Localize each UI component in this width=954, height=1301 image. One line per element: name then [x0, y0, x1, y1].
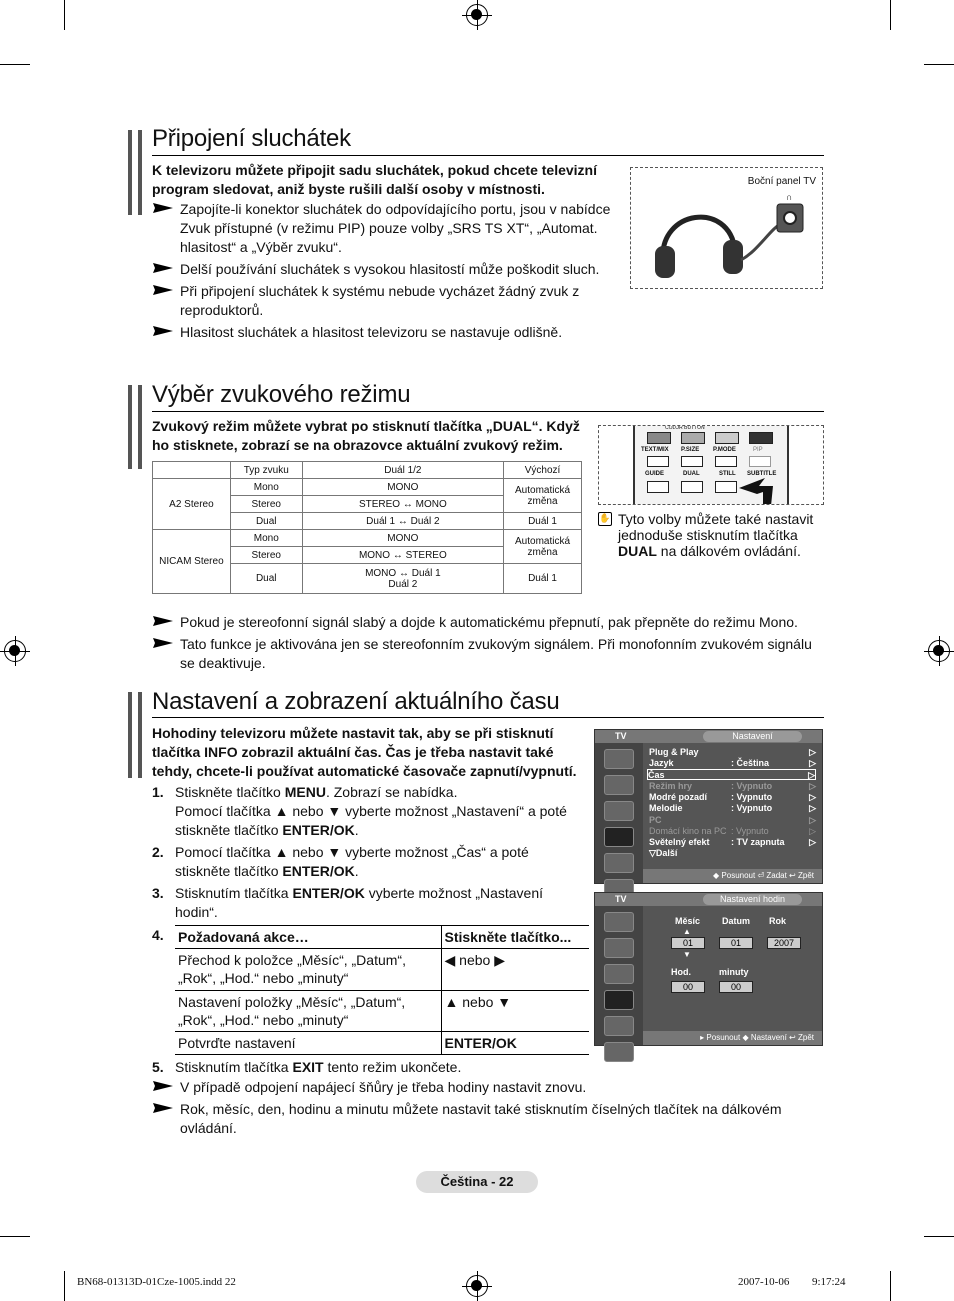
still-button[interactable]: [715, 481, 737, 493]
remote-key-label: SUBTITLE: [747, 471, 777, 477]
color-button[interactable]: [681, 432, 705, 444]
crop-mark: [890, 0, 891, 30]
date-label: Datum: [722, 916, 751, 926]
sound-menu-icon[interactable]: [604, 938, 634, 958]
table-header: Typ zvuku: [230, 462, 302, 479]
step-key: ENTER/OK: [292, 885, 365, 901]
osd-tab: TV: [595, 730, 643, 743]
osd-footer: ◆ Posunout ⏎ Zadat ↩ Zpět: [643, 869, 822, 883]
step-number: 2.: [152, 844, 164, 860]
arrow-right-icon: ▷: [809, 826, 816, 836]
headphones-icon: [649, 190, 819, 282]
remote-key-label: P.SIZE: [681, 447, 700, 453]
psize-button[interactable]: [681, 456, 703, 467]
osd-item-value: : Čeština: [731, 758, 770, 768]
osd-item-label: Melodie: [649, 803, 683, 813]
pointer-arrow-icon: [735, 474, 775, 505]
table-cell: MONO ↔ STEREO: [302, 547, 503, 564]
registration-mark-icon: [928, 640, 950, 662]
dual-button[interactable]: [681, 481, 703, 493]
table-cell: Duál 1: [504, 513, 582, 530]
section-rule: [152, 411, 824, 412]
footer-filename: BN68-01313D-01Cze-1005.indd 22: [77, 1276, 236, 1288]
osd-title: Nastavení: [703, 731, 802, 742]
picture-menu-icon[interactable]: [604, 912, 634, 932]
pip-button[interactable]: [749, 456, 771, 467]
osd-clock-set: [594, 892, 823, 1046]
setup-menu-icon[interactable]: [604, 990, 634, 1010]
table-header: Duál 1/2: [302, 462, 503, 479]
table-cell-line: Duál 2: [388, 578, 418, 590]
crop-mark: [0, 1236, 30, 1237]
sound-mode-table: [152, 461, 582, 594]
osd-item-label: Světelný efekt: [649, 837, 710, 847]
step-number: 4.: [152, 927, 164, 943]
section-rule: [152, 717, 824, 718]
note-arrow-icon: [153, 638, 173, 648]
action-table: [175, 925, 589, 1055]
section-bar: [128, 385, 142, 469]
table-header: Výchozí: [504, 462, 582, 479]
osd-sidebar: [595, 730, 643, 883]
osd-item-light-effect[interactable]: [649, 837, 816, 848]
step-text: [175, 783, 585, 840]
osd-item-melody[interactable]: [649, 803, 816, 814]
crop-mark: [64, 0, 65, 30]
month-label: Měsíc: [675, 916, 701, 926]
osd-sidebar: [595, 893, 643, 1045]
remote-figure: [598, 425, 824, 505]
step-text-part: Pomocí tlačítka ▲ nebo ▼ vyberte možnost „Čas“ a poté stiskněte tlačítko: [175, 844, 529, 879]
setup-menu-icon[interactable]: [604, 827, 634, 847]
table-cell: MONO: [302, 479, 503, 496]
headphones-intro: K televizoru můžete připojit sadu sluchátek, pokud chcete televizní program sledovat, aniž byste rušili další osoby v místnosti.: [152, 162, 597, 197]
table-cell: Automatická změna: [504, 479, 582, 513]
table-cell: [302, 564, 503, 594]
input-menu-icon[interactable]: [604, 1016, 634, 1036]
osd-tab: TV: [595, 893, 643, 906]
osd-item-pc[interactable]: [649, 815, 816, 826]
table-cell: Duál 1: [504, 564, 582, 594]
table-cell: STEREO ↔ MONO: [302, 496, 503, 513]
osd-item-value: : Vypnuto: [731, 792, 773, 802]
section-rule: [152, 155, 824, 156]
color-button[interactable]: [715, 432, 739, 444]
table-header: Požadovaná akce…: [175, 926, 441, 949]
text-mix-button[interactable]: [647, 456, 669, 467]
osd-item-plug-play[interactable]: [649, 747, 816, 758]
table-cell: Přechod k položce „Měsíc“, „Datum“, „Rok“, „Hod.“ nebo „minuty“: [175, 949, 441, 991]
osd-item-value: : Vypnuto: [731, 781, 773, 791]
date-field[interactable]: 01: [719, 937, 753, 949]
step-key: MENU: [284, 784, 326, 800]
sound-mode-note-1: Pokud je stereofonní signál slabý a dojde k automatickému přepnutí, pak přepněte do režimu Mono.: [180, 614, 798, 630]
note-arrow-icon: [153, 285, 173, 295]
note-arrow-icon: [153, 1081, 173, 1091]
footer-timestamp: 2007-10-06 ￿￿ 9:17:24: [738, 1276, 846, 1288]
osd-item-label: Čas: [648, 770, 665, 780]
tip-text-end: na dálkovém ovládání.: [660, 543, 801, 559]
arrow-right-icon: ▷: [808, 770, 815, 780]
year-label: Rok: [769, 916, 787, 926]
headphones-note-4: Hlasitost sluchátek a hlasitost televizoru se nastavuje odlišně.: [180, 324, 563, 340]
osd-item-label: Jazyk: [649, 758, 674, 768]
osd-item-label: ▽Další: [649, 848, 678, 858]
table-cell: ENTER/OK: [441, 1032, 589, 1055]
minute-field[interactable]: 00: [719, 981, 753, 993]
figure-label: Boční panel TV: [747, 176, 816, 187]
sound-mode-note-2: Tato funkce je aktivována jen se stereofonním zvukovým signálem. Při monofonním zvukovém signálu se deaktivuje.: [180, 636, 812, 671]
hand-icon: ✋: [598, 512, 612, 526]
table-cell: Nastavení položky „Měsíc“, „Datum“, „Rok“, „Hod.“ nebo „minuty“: [175, 991, 441, 1032]
osd-item-label: PC: [649, 815, 662, 825]
channel-menu-icon[interactable]: [604, 801, 634, 821]
arrow-up-icon[interactable]: ▲: [683, 927, 691, 936]
section-title-headphones: Připojení sluchátek: [152, 125, 351, 152]
svg-text:∩: ∩: [786, 192, 793, 202]
clock-note-1: V případě odpojení napájecí šňůry je třeba hodiny nastavit znovu.: [180, 1079, 587, 1095]
headphones-note-3: Při připojení sluchátek k systému nebude vycházet žádný zvuk z reproduktorů.: [180, 283, 580, 318]
table-cell: Stereo: [230, 496, 302, 513]
note-arrow-icon: [153, 263, 173, 273]
table-cell: Dual: [230, 513, 302, 530]
table-cell: Mono: [230, 479, 302, 496]
section-bar: [128, 130, 142, 215]
osd-item-value: : Vypnuto: [731, 826, 769, 836]
step-key: EXIT: [292, 1059, 324, 1075]
step-text-part: .: [354, 822, 359, 838]
step-number: 1.: [152, 784, 164, 800]
arrow-down-icon[interactable]: ▼: [683, 950, 691, 959]
table-cell: Stereo: [230, 547, 302, 564]
crop-mark: [924, 1236, 954, 1237]
section-title-clock: Nastavení a zobrazení aktuálního času: [152, 688, 560, 715]
color-button[interactable]: [749, 432, 773, 444]
note-arrow-icon: [153, 616, 173, 626]
sound-mode-tip: [618, 511, 826, 559]
step-text-part: Pomocí tlačítka ▲ nebo ▼ vyberte možnost „Nastavení“ a poté stiskněte tlačítko: [175, 803, 567, 838]
table-cell: NICAM Stereo: [153, 530, 231, 594]
osd-item-value: : TV zapnuta: [731, 837, 785, 847]
remote-body: [633, 426, 789, 505]
sound-mode-intro: Zvukový režim můžete vybrat po stisknutí tlačítka „DUAL“. Když ho stisknete, zobrazí se na obrazovce aktuální zvukový režim.: [152, 418, 580, 453]
remote-label: COLOR BUTTON: [665, 425, 705, 431]
arrow-right-icon: ▷: [809, 747, 816, 757]
note-arrow-icon: [153, 326, 173, 336]
registration-mark-icon: [466, 4, 488, 26]
step-text-part: vyberte možnost „Nastavení hodin“.: [175, 885, 544, 920]
step-number: 3.: [152, 885, 164, 901]
step-number: 5.: [152, 1059, 164, 1075]
osd-item-time[interactable]: [647, 769, 816, 780]
table-cell: ▲ nebo ▼: [441, 991, 589, 1032]
osd-item-blue-screen[interactable]: [649, 792, 816, 803]
table-cell: A2 Stereo: [153, 479, 231, 530]
table-cell: ◀ nebo ▶: [441, 949, 589, 991]
headphones-note-1: Zapojíte-li konektor sluchátek do odpovídajícího portu, jsou v nabídce Zvuk přístupné (v režimu PIP) pouze volby „SRS TS XT“, „Automat. hlasitost“ a „Výběr zvuku“.: [180, 201, 611, 255]
step-text-part: . Zobrazí se nabídka.: [325, 784, 458, 800]
registration-mark-icon: [4, 640, 26, 662]
step-text: [175, 843, 585, 881]
color-button[interactable]: [647, 432, 671, 444]
osd-title: Nastavení hodin: [703, 894, 802, 905]
table-cell-line: MONO ↔ Duál 1: [365, 567, 441, 579]
table-cell: Mono: [230, 530, 302, 547]
section-title-sound-mode: Výběr zvukového režimu: [152, 381, 411, 408]
table-cell: Dual: [230, 564, 302, 594]
arrow-right-icon: ▷: [809, 758, 816, 768]
osd-header: [643, 730, 822, 743]
table-cell: MONO: [302, 530, 503, 547]
step-text-part: tento režim ukončete.: [323, 1059, 462, 1075]
osd-item-value: : Vypnuto: [731, 803, 773, 813]
note-arrow-icon: [153, 1103, 173, 1113]
hour-field[interactable]: 00: [671, 981, 705, 993]
osd-header: [643, 893, 822, 906]
sound-menu-icon[interactable]: [604, 775, 634, 795]
step-text-part: Stisknutím tlačítka: [175, 885, 293, 901]
guide-button[interactable]: [647, 481, 669, 493]
pmode-button[interactable]: [715, 456, 737, 467]
remote-key-label: STILL: [719, 471, 736, 477]
osd-item-game-mode[interactable]: [649, 781, 816, 792]
month-field[interactable]: 01: [671, 937, 705, 949]
step-text-part: Stiskněte tlačítko: [175, 784, 285, 800]
crop-mark: [924, 64, 954, 65]
hour-label: Hod.: [671, 967, 691, 977]
registration-mark-icon: [466, 1275, 488, 1297]
minute-label: minuty: [719, 967, 749, 977]
table-cell: Duál 1 ↔ Duál 2: [302, 513, 503, 530]
step-key: ENTER/OK: [282, 822, 355, 838]
clock-note-2: Rok, měsíc, den, hodinu a minutu můžete nastavit také stisknutím číselných tlačítek na dálkovém ovládání.: [180, 1101, 782, 1136]
table-cell: Potvrďte nastavení: [175, 1032, 441, 1055]
crop-mark: [0, 64, 30, 65]
table-cell: Automatická změna: [504, 530, 582, 564]
application-menu-icon[interactable]: [604, 1042, 634, 1062]
step-text: [175, 884, 575, 922]
arrow-right-icon: ▷: [809, 803, 816, 813]
step-key: ENTER/OK: [282, 863, 355, 879]
input-menu-icon[interactable]: [604, 853, 634, 873]
osd-item-label: Plug & Play: [649, 747, 699, 757]
arrow-right-icon: ▷: [809, 815, 816, 825]
tip-text: Tyto volby můžete také nastavit jednoduše stisknutím tlačítka: [618, 511, 814, 543]
clock-intro: Hohodiny televizoru můžete nastavit tak, aby se při stisknutí tlačítka INFO zobrazil aktuální čas. Čas je třeba nastavit také tehdy, chcete-li používat automatické časovače zapnutí/vypnutí.: [152, 725, 577, 779]
osd-item-more[interactable]: [649, 848, 816, 859]
step-text-part: .: [354, 863, 359, 879]
crop-mark: [890, 1271, 891, 1301]
step-text: [175, 1058, 585, 1077]
picture-menu-icon[interactable]: [604, 749, 634, 769]
crop-mark: [64, 1271, 65, 1301]
table-header: Stiskněte tlačítko...: [441, 926, 589, 949]
note-arrow-icon: [153, 203, 173, 213]
page-number-badge: Čeština - 22: [416, 1171, 538, 1193]
arrow-right-icon: ▷: [809, 792, 816, 802]
channel-menu-icon[interactable]: [604, 964, 634, 984]
osd-item-label: Domácí kino na PC: [649, 826, 727, 836]
arrow-right-icon: ▷: [809, 781, 816, 791]
osd-item-label: Režim hry: [649, 781, 693, 791]
osd-item-home-theater-pc[interactable]: [649, 826, 816, 837]
headphones-note-2: Delší používání sluchátek s vysokou hlasitostí může poškodit sluch.: [180, 261, 600, 277]
osd-footer: ▸ Posunout ◆ Nastavení ↩ Zpět: [643, 1031, 822, 1045]
year-field[interactable]: 2007: [767, 937, 801, 949]
headphones-figure: [630, 167, 823, 289]
osd-setup-menu: [594, 729, 823, 884]
table-header: [153, 462, 231, 479]
arrow-right-icon: ▷: [809, 837, 816, 847]
osd-item-label: Modré pozadí: [649, 792, 707, 802]
remote-key-label: GUIDE: [645, 471, 665, 477]
remote-key-label: PIP: [753, 447, 763, 453]
osd-item-language[interactable]: [649, 758, 816, 769]
remote-key-label: P.MODE: [713, 447, 736, 453]
remote-key-label: DUAL: [683, 471, 700, 477]
tip-key: DUAL: [618, 543, 657, 559]
section-bar: [128, 692, 142, 778]
remote-key-label: TEXT/MIX: [641, 447, 669, 453]
step-text-part: Stisknutím tlačítka: [175, 1059, 293, 1075]
